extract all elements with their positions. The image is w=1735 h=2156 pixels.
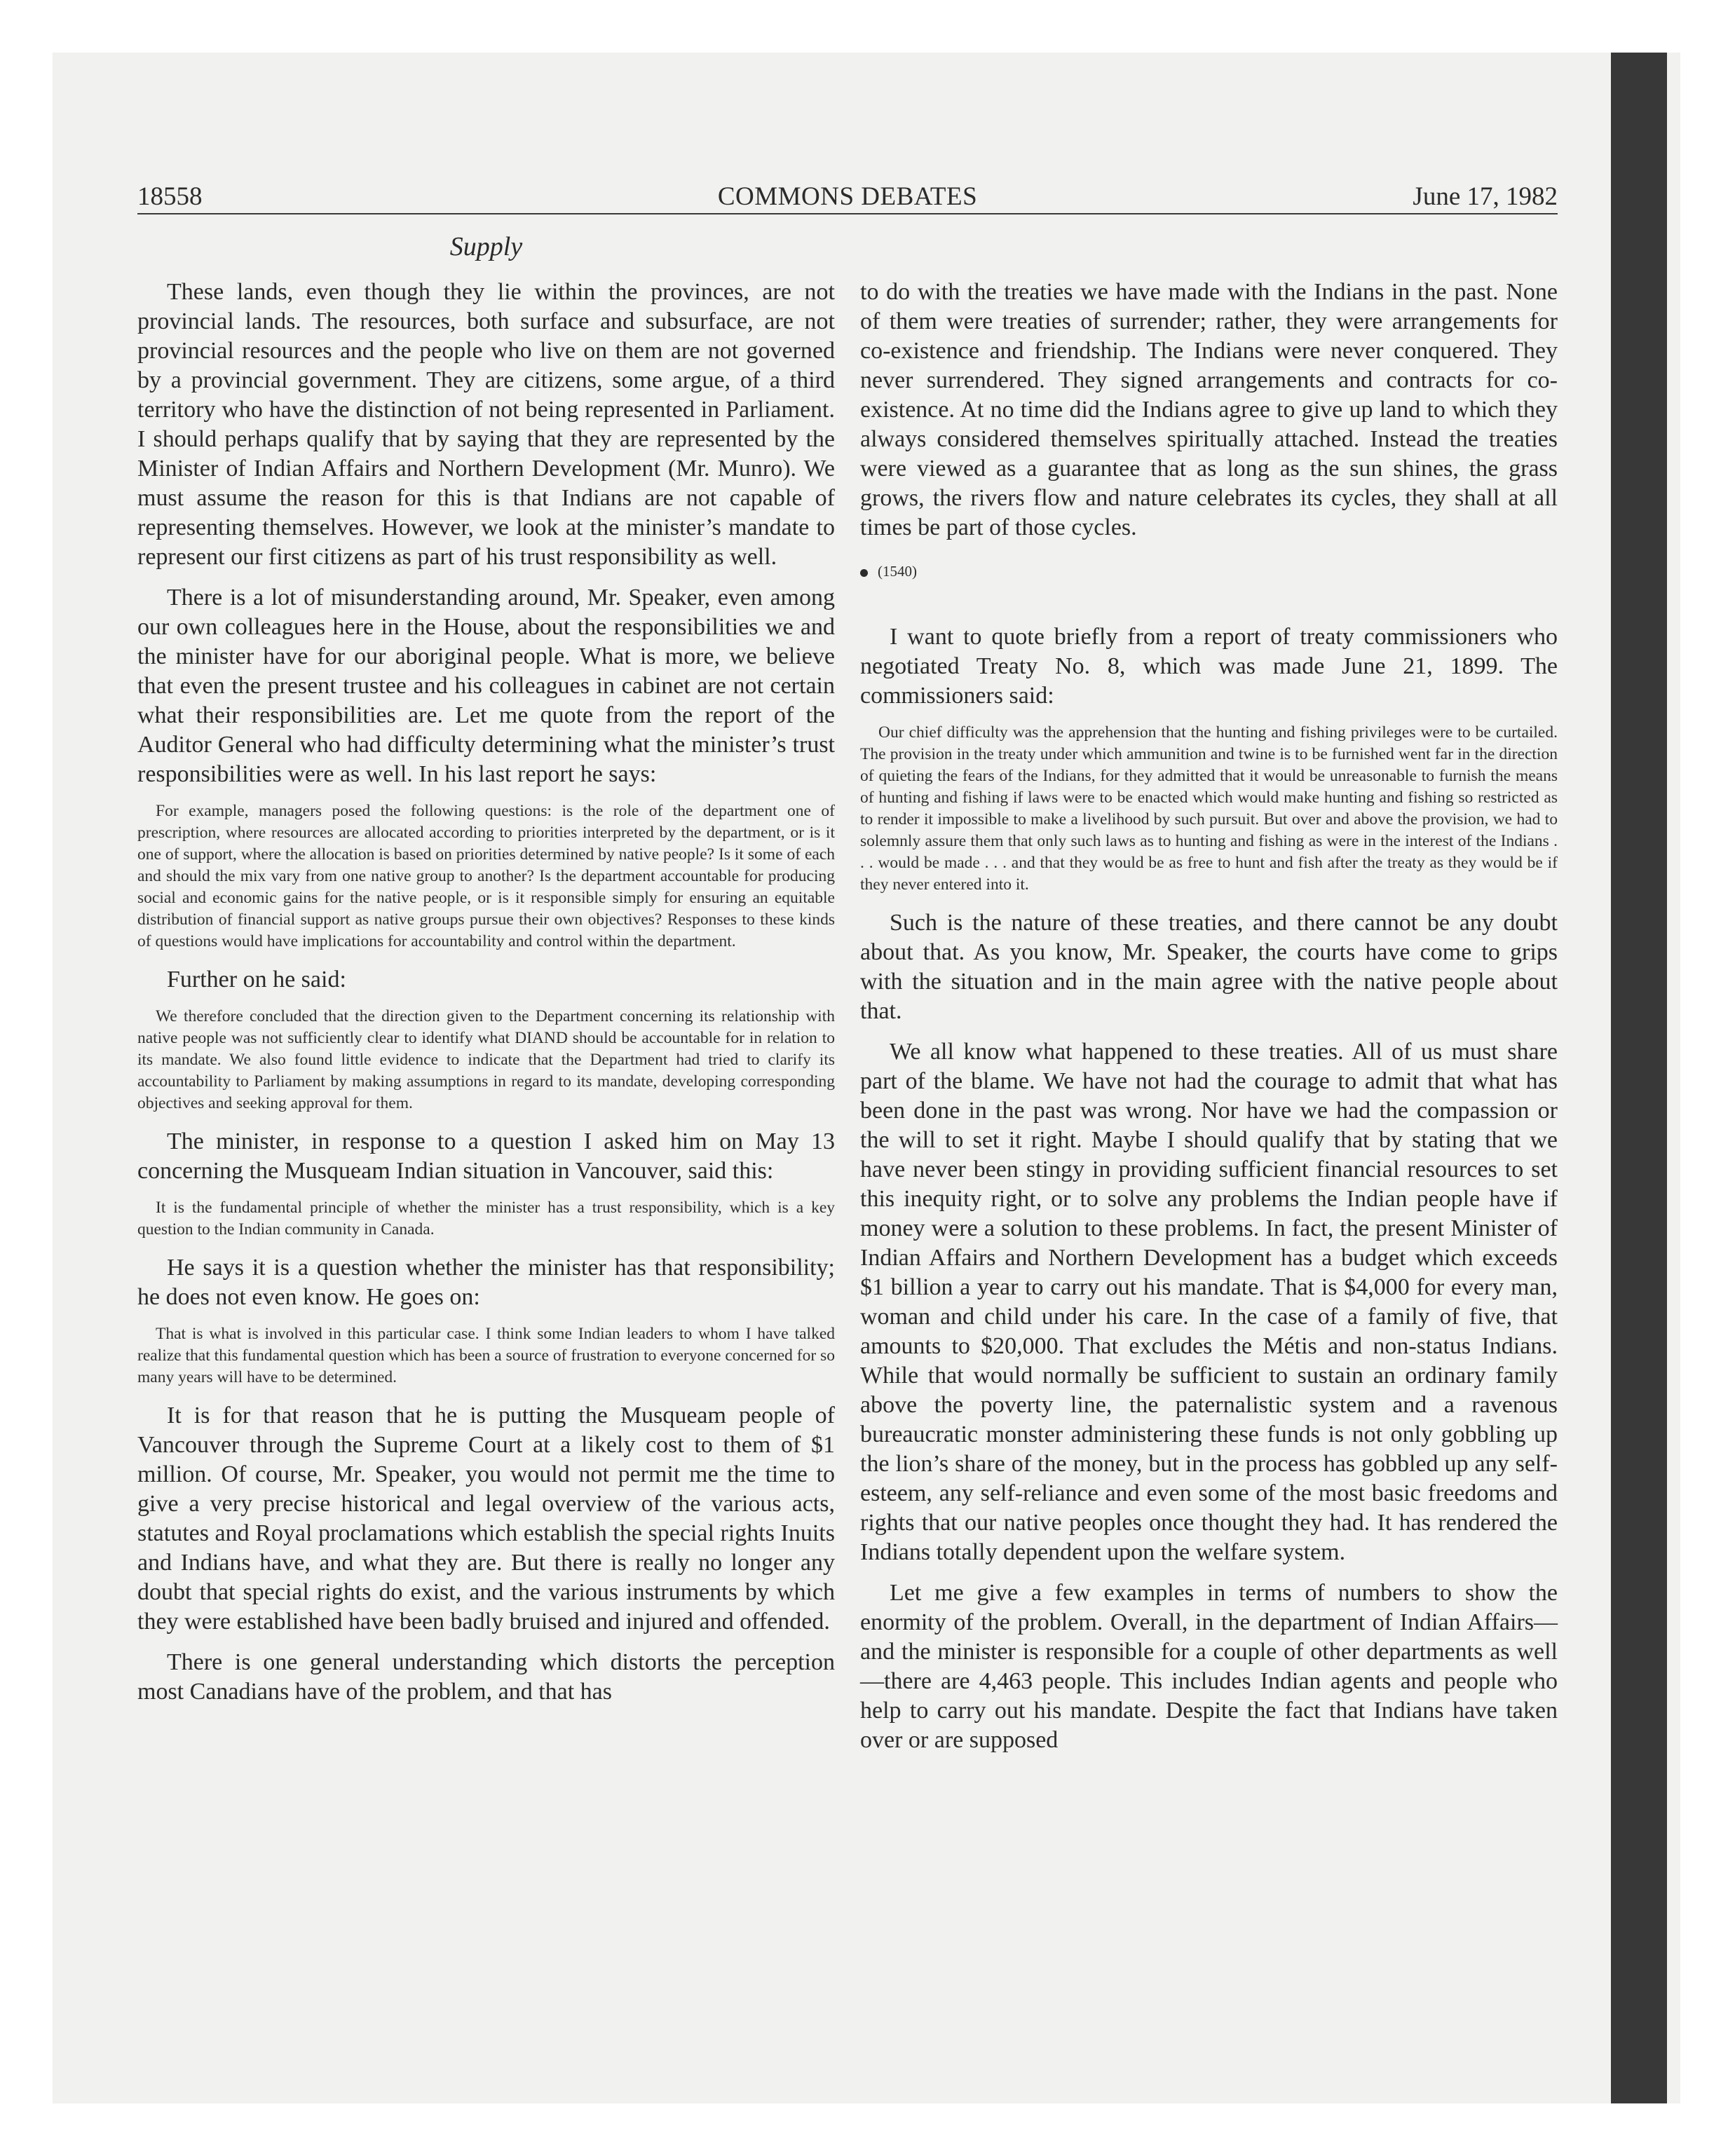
body-paragraph: He says it is a question whether the minister has that responsibility; he does not even know. He goes on: xyxy=(137,1255,835,1310)
time-marker xyxy=(860,561,1558,582)
time-marker-label: (1540) xyxy=(878,563,917,580)
continuation-paragraph: to do with the treaties we have made with the Indians in the past. None of them were treaties of surrender; rather, they were arrangements for co-existence and friendship. The Indians were never conquered. They never surrendered. They signed arrangements and contracts for co-existence. At no time did the Indians agree to give up land to which they always considered themselves spiritually attached. Instead the treaties were viewed as a guarantee that as long as the sun shines, the grass grows, the rivers flow and nature celebrates its cycles, they shall at all times be part of those cycles. xyxy=(860,279,1558,540)
body-paragraph: We all know what happened to these treaties. All of us must share part of the blame. We have not had the courage to admit that what has been done in the past was wrong. Nor have we had the compassion or the will to set it right. Maybe I should qualify that by stating that we have never been stingy in providing sufficient financial resources to set this inequity right, or to solve any problems the Indian people have if money were a solution to these problems. In fact, the present Minister of Indian Affairs and Northern Development has a budget which exceeds $1 billion a year to carry out his mandate. That is $4,000 for every man, woman and child under his care. In the case of a family of five, that amounts to $20,000. That excludes the Métis and non-status Indians. While that would normally be sufficient to sustain an ordinary family above the poverty line, the paternalistic system and a ravenous bureaucratic monster administering these funds is not only gobbling up the lion’s share of the money, but in the process has gobbled up any self-esteem, any self-reliance and even some of the most basic freedoms and rights that our native peoples once thought they had. It has rendered the Indians totally dependent upon the welfare system. xyxy=(860,1039,1558,1565)
running-header xyxy=(137,181,1558,213)
block-quote: For example, managers posed the following questions: is the role of the department one of prescription, where resources are allocated according to priorities interpreted by the department, or is it one of support, where the allocation is based on priorities determined by native people? Is it some of each and should the mix vary from one native group to another? Is the department accountable for producing social and economic gains for the native people, or is it responsible simply for ensuring an equitable distribution of financial support as native groups pursue their own objectives? Responses to these kinds of questions would have implications for accountability and control within the department. xyxy=(137,802,835,950)
body-paragraph: Let me give a few examples in terms of numbers to show the enormity of the problem. Overall, in the department of Indian Affairs—and the minister is responsible for a couple of other departments as well—there are 4,463 people. This includes Indian agents and people who help to carry out his mandate. Despite the fact that Indians have taken over or are supposed xyxy=(860,1580,1558,1753)
block-quote: That is what is involved in this particular case. I think some Indian leaders to whom I have talked realize that this fundamental question which has been a source of frustration to everyone concerned for so many years will have to be determined. xyxy=(137,1325,835,1386)
body-paragraph: These lands, even though they lie within the provinces, are not provincial lands. The resources, both surface and subsurface, are not provincial resources and the people who live on them are not governed by a provincial government. They are citizens, some argue, of a third territory who have the distinction of not being represented in Parliament. I should perhaps qualify that by saying that they are represented by the Minister of Indian Affairs and Northern Development (Mr. Munro). We must assume the reason for this is that Indians are not capable of representing themselves. However, we look at the minister’s mandate to represent our first citizens as part of his trust responsibility as well. xyxy=(137,279,835,570)
header-rule xyxy=(137,213,1558,214)
body-paragraph: The minister, in response to a question I asked him on May 13 concerning the Musqueam Indian situation in Vancouver, said this: xyxy=(137,1128,835,1184)
page-number: 18558 xyxy=(137,182,203,211)
body-paragraph: I want to quote briefly from a report of treaty commissioners who negotiated Treaty No. 8, which was made June 21, 1899. The commissioners said: xyxy=(860,624,1558,709)
body-paragraph: Further on he said: xyxy=(167,967,346,992)
right-column xyxy=(860,278,1558,1766)
body-paragraph: There is one general understanding which distorts the perception most Canadians have of the problem, and that has xyxy=(137,1649,835,1705)
block-quote: Our chief difficulty was the apprehension that the hunting and fishing privileges were to be curtailed. The provision in the treaty under which ammunition and twine is to be furnished went far in the direction of quieting the fears of the Indians, for they admitted that it would be unreasonable to furnish the means of hunting and fishing if laws were to be enacted which would make hunting and fishing so restricted as to render it impossible to make a livelihood by such pursuit. But over and above the provision, we had to solemnly assure them that only such laws as to hunting and fishing as were in the interest of the Indians . . . would be made . . . and that they would be as free to hunt and fish after the treaty as they would be if they never entered into it. xyxy=(860,723,1558,894)
block-quote: It is the fundamental principle of whether the minister has a trust responsibility, which is a key question to the Indian community in Canada. xyxy=(137,1199,835,1239)
body-paragraph: Such is the nature of these treaties, and there cannot be any doubt about that. As you know, Mr. Speaker, the courts have come to grips with the situation and in the main agree with the native people about that. xyxy=(860,910,1558,1024)
body-paragraph: It is for that reason that he is putting the Musqueam people of Vancouver through the Supreme Court at a likely cost to them of $1 million. Of course, Mr. Speaker, you would not permit me the time to give a very precise historical and legal overview of the various acts, statutes and Royal proclamations which establish the special rights Inuits and Indians have, and what they are. But there is really no longer any doubt that special rights do exist, and the various instruments by which they were established have been badly bruised and injured and offended. xyxy=(137,1403,835,1635)
bullet-icon xyxy=(860,569,868,577)
left-column xyxy=(137,278,835,1718)
body-paragraph: There is a lot of misunderstanding around, Mr. Speaker, even among our own colleagues here in the House, about the responsibilities we and the minister have for our aboriginal people. What is more, we believe that even the present trustee and his colleagues in cabinet are not certain what their responsibilities are. Let me quote from the report of the Auditor General who had difficulty determining what the minister’s trust responsibilities were as well. In his last report he says: xyxy=(137,585,835,787)
scan-edge-shadow xyxy=(1611,53,1667,2103)
publication-title: COMMONS DEBATES xyxy=(717,182,978,211)
block-quote: We therefore concluded that the direction given to the Department concerning its relationship with native people was not sufficiently clear to identify what DIAND should be accountable for in relation to its mandate. We also found little evidence to indicate that the Department had tried to clarify its accountability to Parliament by making assumptions in regard to its mandate, developing corresponding objectives and seeking approval for them. xyxy=(137,1007,835,1112)
publication-date: June 17, 1982 xyxy=(1413,182,1558,211)
section-title: Supply xyxy=(449,232,523,261)
